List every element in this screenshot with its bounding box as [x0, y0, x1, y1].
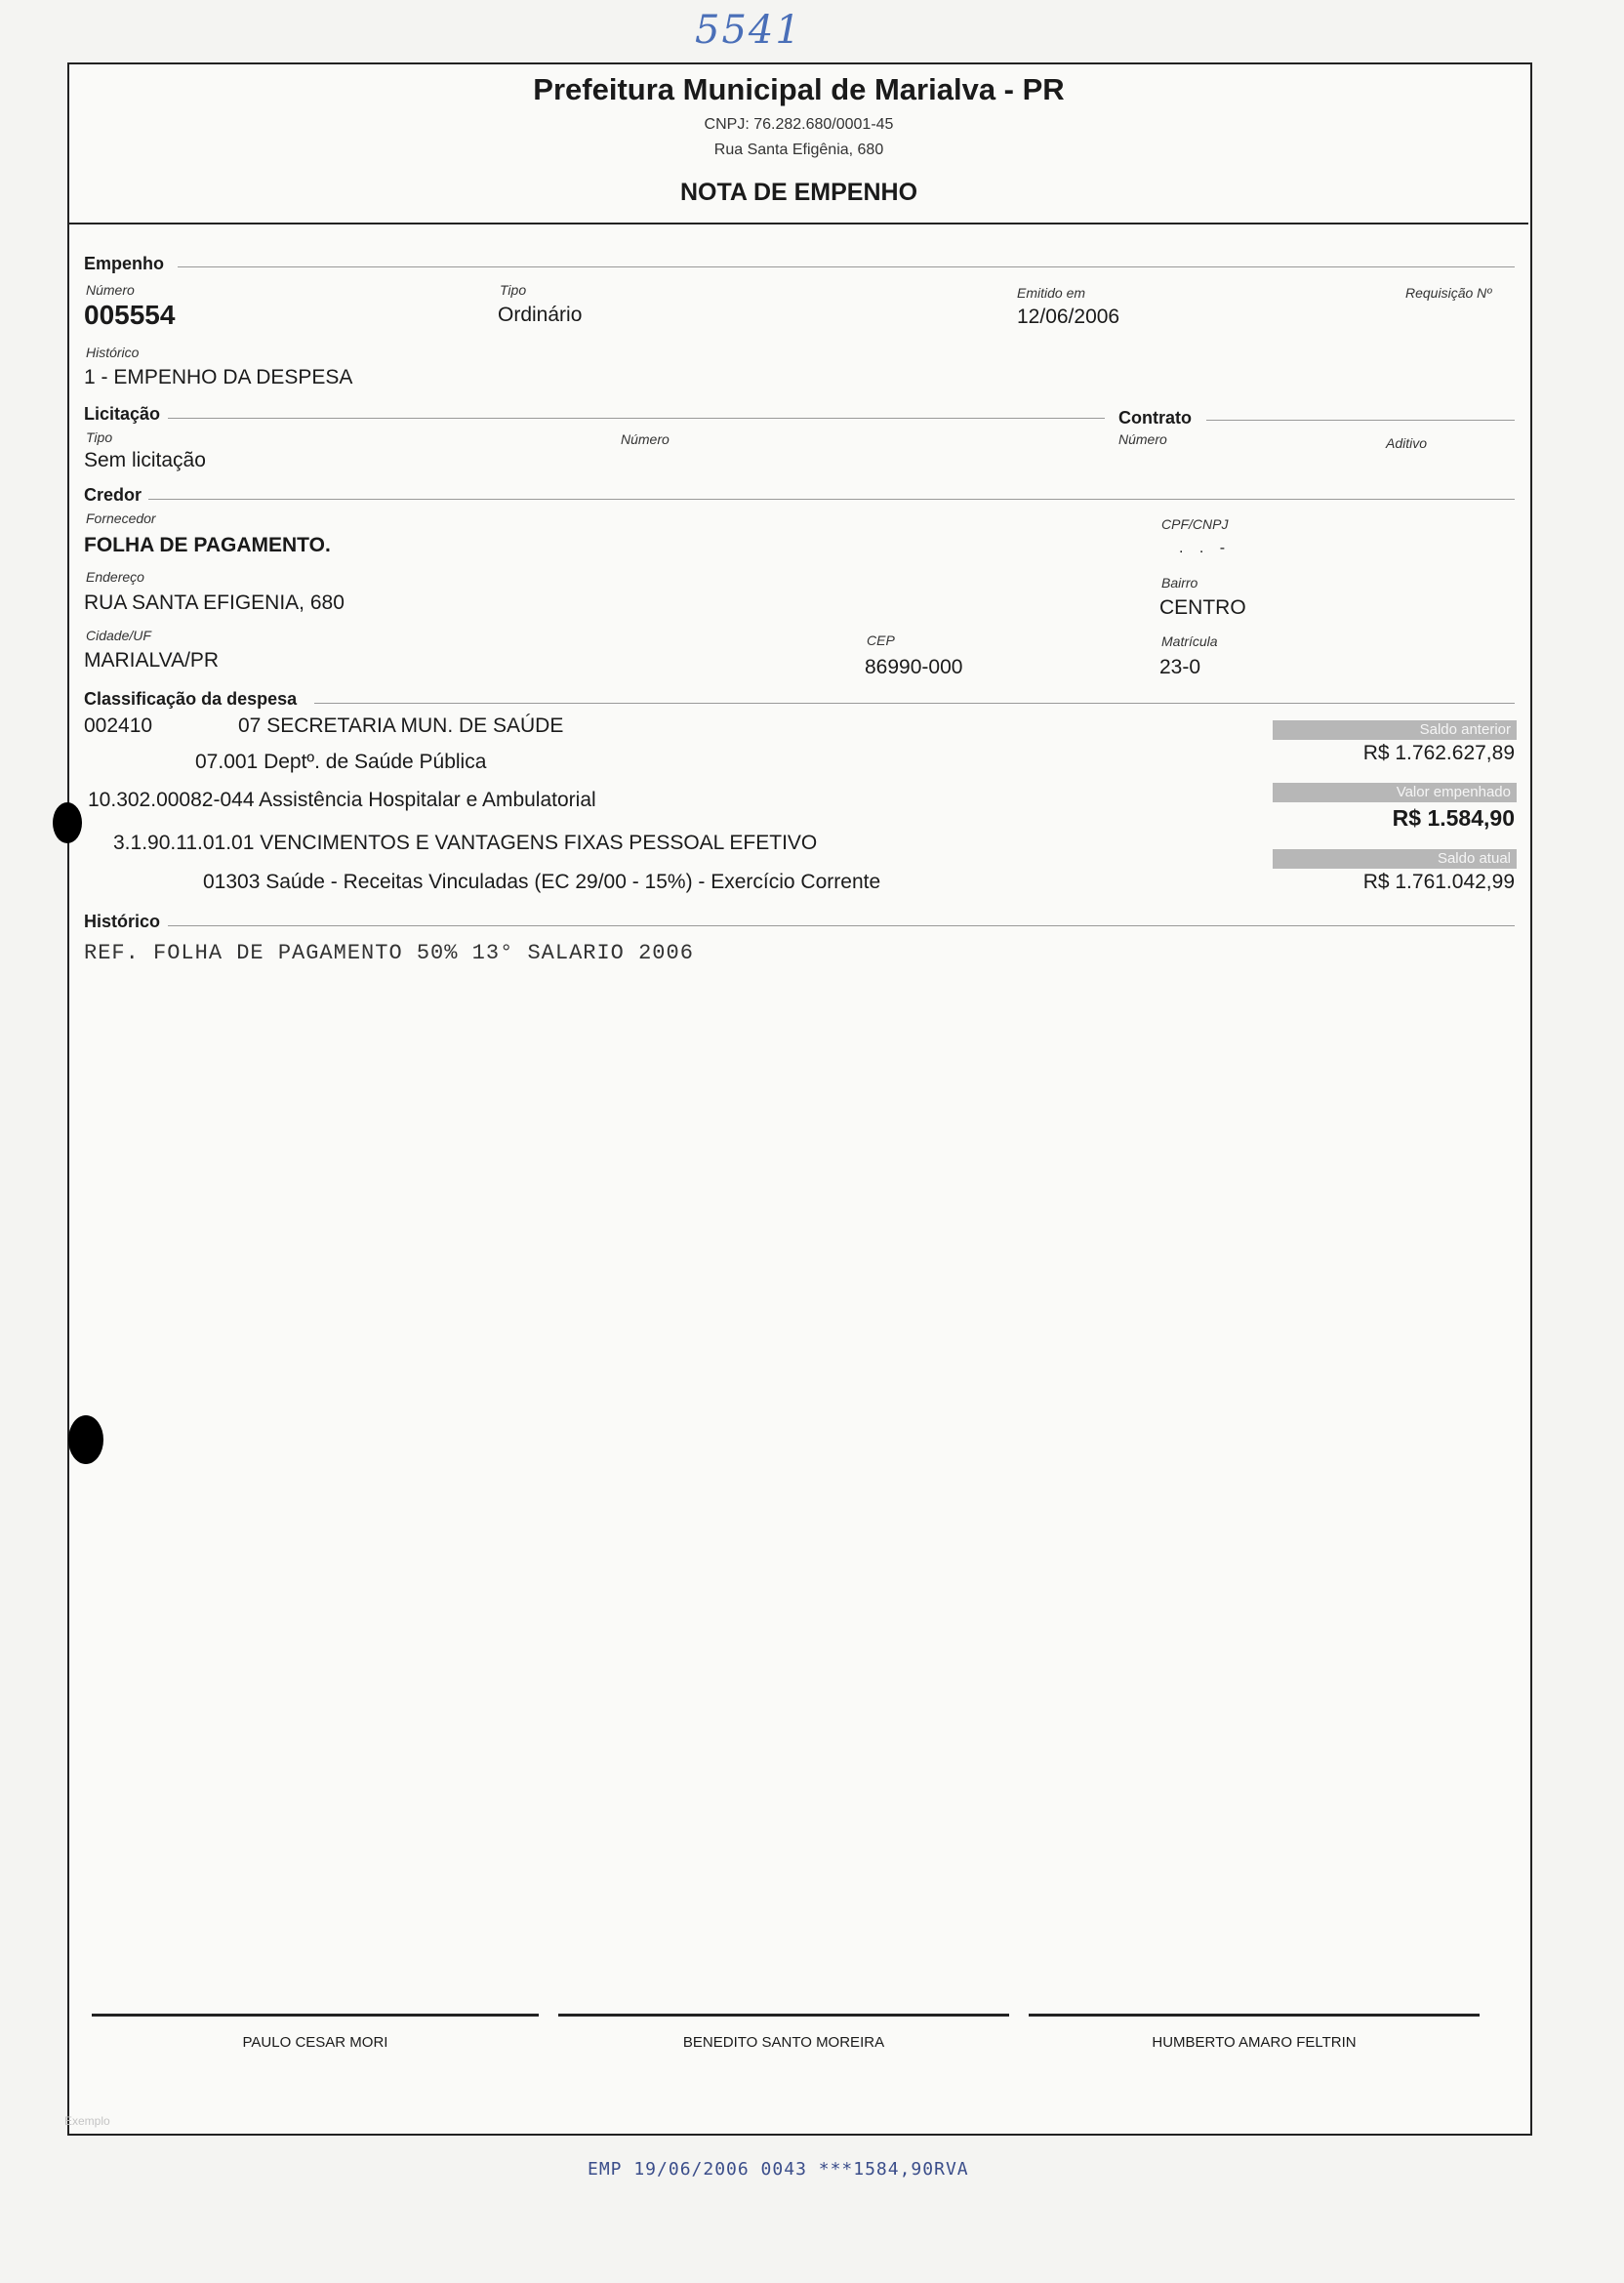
- historico-text: REF. FOLHA DE PAGAMENTO 50% 13° SALARIO 2006: [84, 941, 694, 965]
- doc-title: NOTA DE EMPENHO: [679, 179, 918, 206]
- signature-line: [1029, 2014, 1480, 2017]
- classificacao-line3: 10.302.00082-044 Assistência Hospitalar e Ambulatorial: [88, 789, 596, 811]
- emitido-label: Emitido em: [1017, 285, 1086, 301]
- bottom-stamp: EMP 19/06/2006 0043 ***1584,90RVA: [588, 2159, 969, 2180]
- section-empenho: Empenho: [84, 254, 165, 273]
- bairro-label: Bairro: [1161, 575, 1198, 591]
- empenho-tipo-label: Tipo: [500, 282, 527, 298]
- footer-small: Exemplo: [64, 2114, 110, 2128]
- cpf-value: . . -: [1179, 540, 1232, 556]
- punch-hole-mark: [68, 1415, 103, 1464]
- cidade: MARIALVA/PR: [84, 649, 220, 672]
- saldo-anterior: R$ 1.762.627,89: [1362, 742, 1515, 764]
- classificacao-line5: 01303 Saúde - Receitas Vinculadas (EC 29/00 - 15%) - Exercício Corrente: [203, 871, 881, 893]
- section-historico: Histórico: [84, 912, 161, 931]
- matricula: 23-0: [1159, 656, 1201, 678]
- licitacao-tipo-label: Tipo: [86, 429, 113, 445]
- contrato-aditivo-label: Aditivo: [1386, 435, 1428, 451]
- section-credor: Credor: [84, 485, 142, 505]
- empenho-tipo: Ordinário: [498, 304, 583, 326]
- saldo-anterior-label: Saldo anterior: [1273, 720, 1517, 740]
- cpf-label: CPF/CNPJ: [1161, 516, 1229, 532]
- signature-line: [92, 2014, 539, 2017]
- valor-empenhado: R$ 1.584,90: [1392, 805, 1515, 831]
- licitacao-tipo: Sem licitação: [84, 449, 206, 471]
- endereco: RUA SANTA EFIGENIA, 680: [84, 591, 345, 614]
- licitacao-numero-label: Número: [621, 431, 670, 447]
- classificacao-line2: 07.001 Deptº. de Saúde Pública: [195, 751, 487, 773]
- endereco-label: Endereço: [86, 569, 144, 585]
- classificacao-line1: 07 SECRETARIA MUN. DE SAÚDE: [238, 714, 564, 737]
- cnpj: CNPJ: 76.282.680/0001-45: [704, 116, 894, 133]
- empenho-numero-label: Número: [86, 282, 135, 298]
- cidade-label: Cidade/UF: [86, 628, 151, 643]
- valor-empenhado-label: Valor empenhado: [1273, 783, 1517, 802]
- classificacao-line4: 3.1.90.11.01.01 VENCIMENTOS E VANTAGENS FIXAS PESSOAL EFETIVO: [113, 832, 818, 854]
- punch-hole-mark: [53, 802, 82, 843]
- section-classificacao: Classificação da despesa: [84, 689, 298, 709]
- bairro: CENTRO: [1159, 596, 1246, 619]
- empenho-historico-label: Histórico: [86, 345, 140, 360]
- fornecedor: FOLHA DE PAGAMENTO.: [84, 534, 331, 556]
- cep-label: CEP: [867, 632, 895, 648]
- section-licitacao: Licitação: [84, 404, 161, 424]
- classificacao-code: 002410: [84, 714, 153, 737]
- signature-name: HUMBERTO AMARO FELTRIN: [1152, 2034, 1357, 2051]
- empenho-numero: 005554: [84, 300, 176, 330]
- saldo-atual: R$ 1.761.042,99: [1362, 871, 1515, 893]
- saldo-atual-label: Saldo atual: [1273, 849, 1517, 869]
- empenho-historico: 1 - EMPENHO DA DESPESA: [84, 366, 353, 388]
- signature-name: BENEDITO SANTO MOREIRA: [682, 2034, 885, 2051]
- address: Rua Santa Efigênia, 680: [713, 142, 884, 158]
- header-divider: [67, 223, 1528, 224]
- signature-name: PAULO CESAR MORI: [242, 2034, 388, 2051]
- signature-line: [558, 2014, 1009, 2017]
- matricula-label: Matrícula: [1161, 633, 1218, 649]
- section-contrato: Contrato: [1118, 408, 1192, 428]
- fornecedor-label: Fornecedor: [86, 510, 156, 526]
- handwritten-number: 5541: [695, 8, 802, 53]
- contrato-numero-label: Número: [1118, 431, 1167, 447]
- emitido-date: 12/06/2006: [1017, 306, 1120, 328]
- requisicao-label: Requisição Nº: [1405, 285, 1492, 301]
- page-title: Prefeitura Municipal de Marialva - PR: [533, 72, 1065, 106]
- cep: 86990-000: [865, 656, 963, 678]
